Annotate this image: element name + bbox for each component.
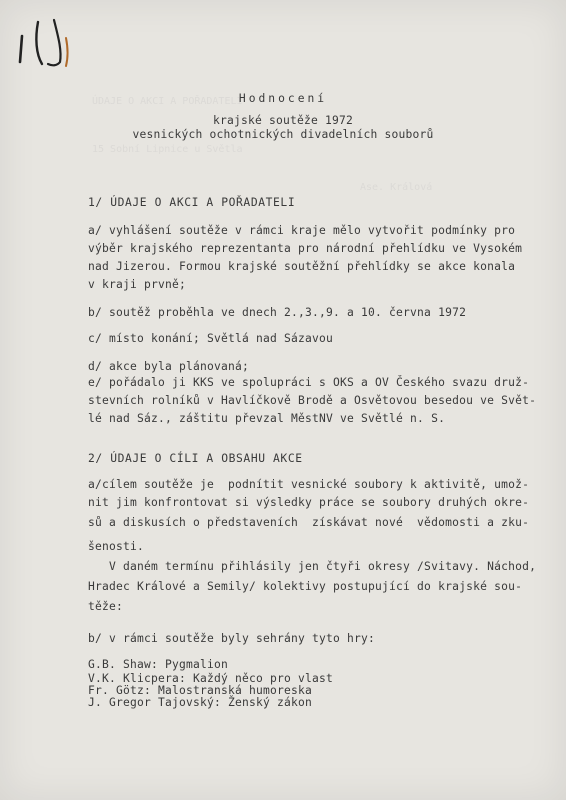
handwritten-mark xyxy=(8,18,78,68)
document-subtitle-2: vesnických ochotnických divadelních souborů xyxy=(132,128,434,141)
play-item: G.B. Shaw: Pygmalion xyxy=(88,658,229,671)
paragraph-line: v kraji prvně; xyxy=(88,278,187,291)
document-subtitle-1: krajské soutěže 1972 xyxy=(212,114,354,127)
show-through-text: ÚDAJE O AKCI A POŘADATELI xyxy=(92,96,243,107)
paragraph-line: výběr krajského reprezentanta pro národní přehlídku ve Vysokém xyxy=(88,242,523,255)
paragraph-line: těže: xyxy=(88,600,124,613)
show-through-text: Ase. Králová xyxy=(360,182,433,193)
show-through-text: 15 Sobní Lipnice u Světla xyxy=(92,144,243,155)
section-1-heading: 1/ ÚDAJE O AKCI A POŘADATELI xyxy=(88,196,296,209)
paragraph-line: nad Jizerou. Formou krajské soutěžní přehlídky se akce konala xyxy=(88,260,516,273)
paragraph-line: šenosti. xyxy=(88,540,145,553)
paragraph-line: lé nad Sáz., záštitu převzal MěstNV ve Světlé n. S. xyxy=(88,412,446,425)
section-2-heading: 2/ ÚDAJE O CÍLI A OBSAHU AKCE xyxy=(88,452,303,465)
document-title: Hodnocení xyxy=(238,92,328,105)
item-b-plays: b/ v rámci soutěže byly sehrány tyto hry: xyxy=(88,632,376,645)
paragraph-line: e/ pořádalo ji KKS ve spolupráci s OKS a OV Českého svazu druž- xyxy=(88,376,530,389)
paragraph-line: stevních rolníků v Havlíčkově Brodě a Osvětovou besedou ve Svět- xyxy=(88,394,537,407)
handwritten-mark-drawing xyxy=(8,18,78,68)
paragraph-line: a/cílem soutěže je podnítit vesnické soubory k aktivitě, umož- xyxy=(88,478,530,491)
paragraph-line: Hradec Králové a Semily/ kolektivy postupující do krajské sou- xyxy=(88,580,523,593)
item-c: c/ místo konání; Světlá nad Sázavou xyxy=(88,332,334,345)
item-d: d/ akce byla plánovaná; xyxy=(88,360,250,373)
play-item: Fr. Götz: Malostranská humoreska xyxy=(88,684,313,697)
paragraph-line: V daném termínu přihlásily jen čtyři okresy /Svitavy. Náchod, xyxy=(88,560,537,573)
play-item: V.K. Klicpera: Každý něco pro vlast xyxy=(88,672,334,685)
paragraph-line: a/ vyhlášení soutěže v rámci kraje mělo vytvořit podmínky pro xyxy=(88,224,516,237)
paragraph-line: nit jim konfrontovat si výsledky práce se soubory druhých okre- xyxy=(88,496,530,509)
paragraph-line: sů a diskusích o představeních získávat nové vědomosti a zku- xyxy=(88,516,530,529)
play-item: J. Gregor Tajovský: Ženský zákon xyxy=(88,696,313,709)
item-b: b/ soutěž proběhla ve dnech 2.,3.,9. a 10. června 1972 xyxy=(88,306,467,319)
